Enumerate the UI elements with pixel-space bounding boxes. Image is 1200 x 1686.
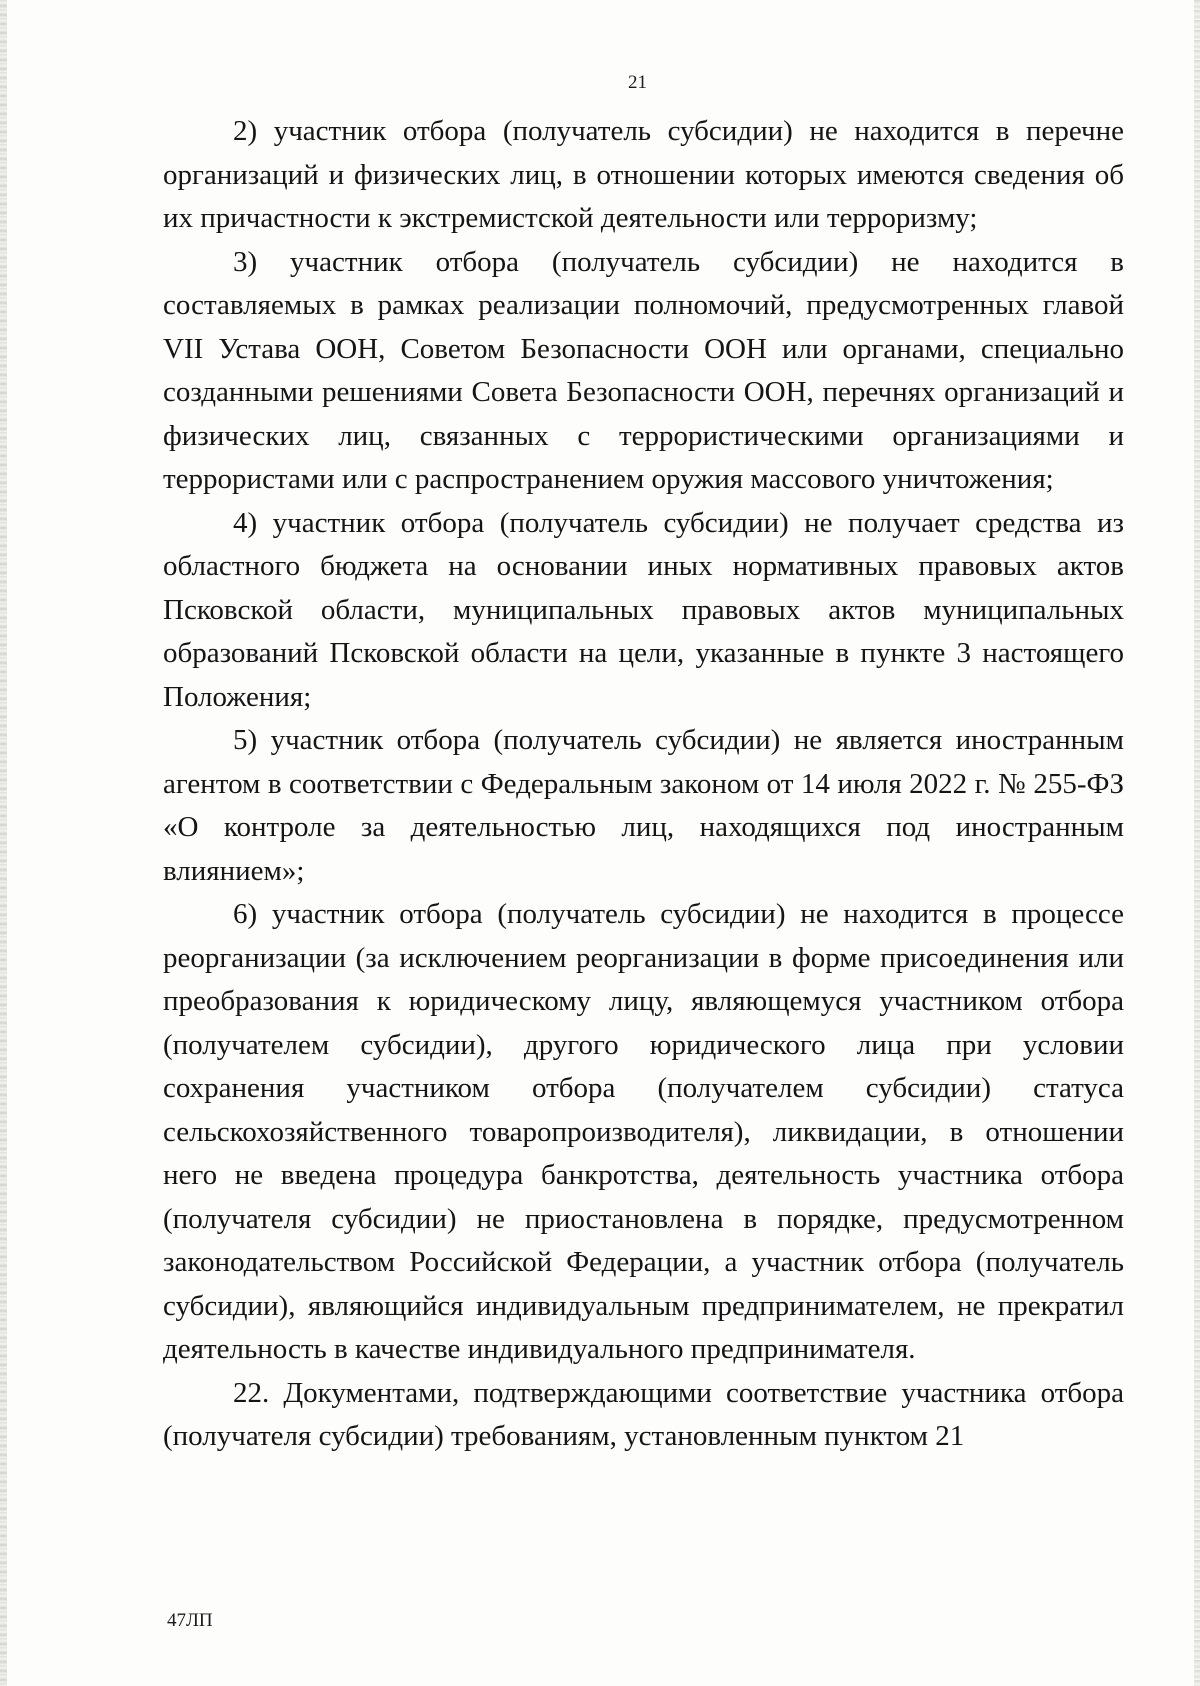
paragraph-item-3: 3) участник отбора (получатель субсидии) не находится в составляемых в рамках реализации полномочий, предусмотренных главой VII Устава ООН, Советом Безопасности ООН или органами, специально созданными решениями Совета Безопасности ООН, перечнях организаций и физических лиц, связанных с террористическими организациями и террористами или с распространением оружия массового уничтожения; <box>163 245 1124 495</box>
document-body <box>163 110 1124 1459</box>
paragraph-item-5: 5) участник отбора (получатель субсидии) не является иностранным агентом в соответствии с Федеральным законом от 14 июля 2022 г. № 255-ФЗ «О контроле за деятельностью лиц, находящихся под иностранным влиянием»; <box>163 724 1124 887</box>
document-code: 47ЛП <box>167 1610 213 1631</box>
paragraph-item-6: 6) участник отбора (получатель субсидии) не находится в процессе реорганизации (за исключением реорганизации в форме присоединения или преобразования к юридическому лицу, являющемуся участником отбора (получателем субсидии), другого юридического лица при условии сохранения участником отбора (получателем субсидии) статуса сельскохозяйственного товаропроизводителя), ликвидации, в отношении него не введена процедура банкротства, деятельность участника отбора (получателя субсидии) не приостановлена в порядке, предусмотренном законодательством Российской Федерации, а участник отбора (получатель субсидии), являющийся индивидуальным предпринимателем, не прекратил деятельность в качестве индивидуального предпринимателя. <box>163 898 1124 1365</box>
paragraph-section-22: 22. Документами, подтверждающими соответствие участника отбора (получателя субсидии) требованиям, установленным пунктом 21 <box>163 1376 1124 1452</box>
paragraph-item-4: 4) участник отбора (получатель субсидии) не получает средства из областного бюджета на основании иных нормативных правовых актов Псковской области, муниципальных правовых актов муниципальных образований Псковской области на цели, указанные в пункте 3 настоящего Положения; <box>163 506 1124 713</box>
page-number: 21 <box>628 72 647 93</box>
paragraph-item-2: 2) участник отбора (получатель субсидии) не находится в перечне организаций и физических лиц, в отношении которых имеются сведения об их причастности к экстремистской деятельности или терроризму; <box>163 115 1124 234</box>
scan-edge-left <box>0 0 7 1686</box>
scan-edge-right <box>1194 0 1200 1686</box>
